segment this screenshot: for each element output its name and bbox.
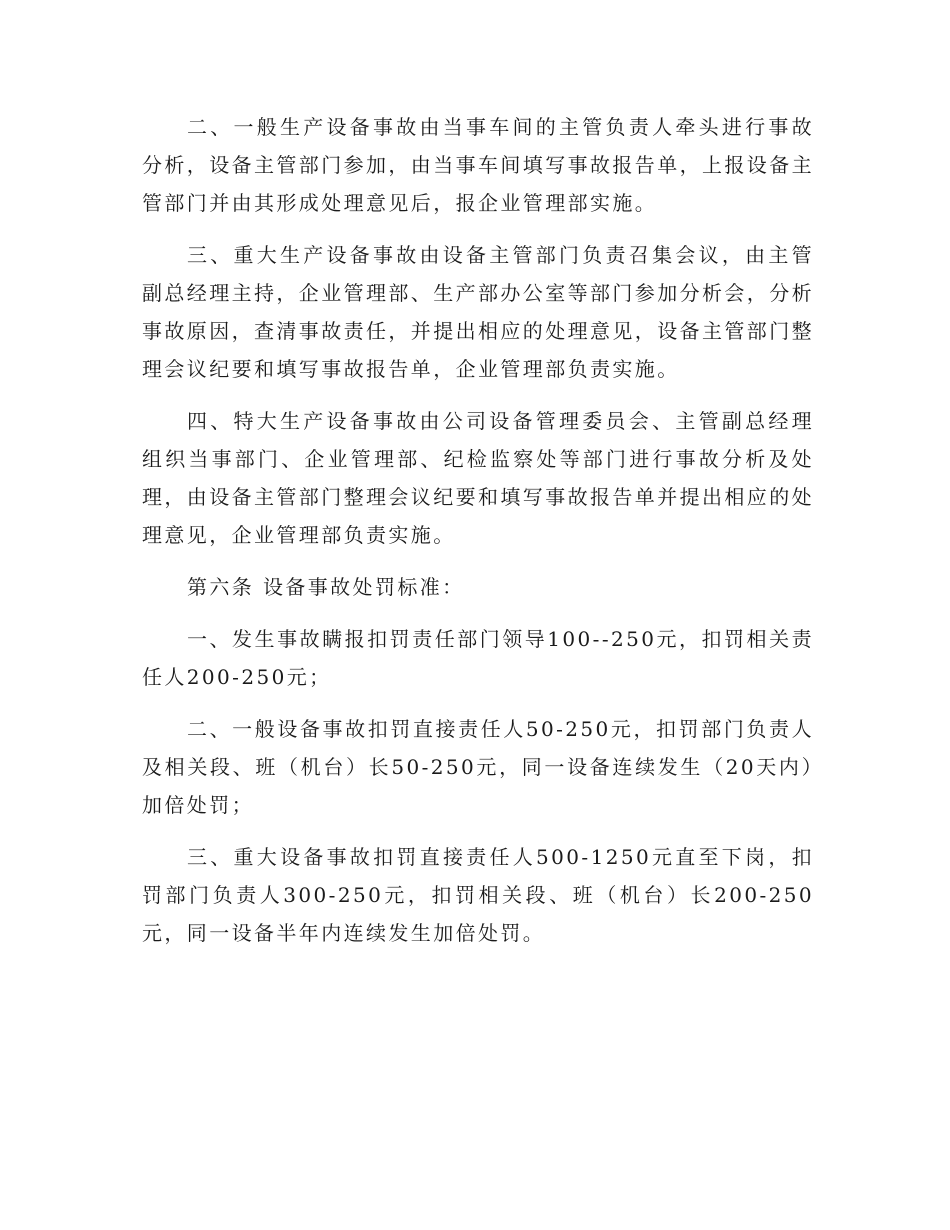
paragraph-severe-accident-analysis: 四、特大生产设备事故由公司设备管理委员会、主管副总经理组织当事部门、企业管理部、纪检监察处等部门进行事故分析及处理，由设备主管部门整理会议纪要和填写事故报告单并提出相应的处理意见，企业管理部负责实施。 — [142, 409, 814, 547]
article-six-heading: 第六条 设备事故处罚标准： — [187, 575, 465, 599]
paragraph-general-accident-penalty: 二、一般设备事故扣罚直接责任人50-250元，扣罚部门负责人及相关段、班（机台）长50-250元，同一设备连续发生（20天内）加倍处罚； — [142, 717, 814, 817]
paragraph-concealment-penalty: 一、发生事故瞒报扣罚责任部门领导100--250元，扣罚相关责任人200-250元； — [142, 627, 814, 689]
paragraph-major-accident-analysis: 三、重大生产设备事故由设备主管部门负责召集会议，由主管副总经理主持，企业管理部、生产部办公室等部门参加分析会，分析事故原因，查清事故责任，并提出相应的处理意见，设备主管部门整理会议纪要和填写事故报告单，企业管理部负责实施。 — [142, 243, 814, 381]
paragraph-general-accident-analysis: 二、一般生产设备事故由当事车间的主管负责人牵头进行事故分析，设备主管部门参加，由当事车间填写事故报告单，上报设备主管部门并由其形成处理意见后，报企业管理部实施。 — [142, 115, 814, 215]
paragraph-major-accident-penalty: 三、重大设备事故扣罚直接责任人500-1250元直至下岗，扣罚部门负责人300-250元，扣罚相关段、班（机台）长200-250元，同一设备半年内连续发生加倍处罚。 — [142, 845, 814, 945]
document-body — [142, 108, 814, 966]
